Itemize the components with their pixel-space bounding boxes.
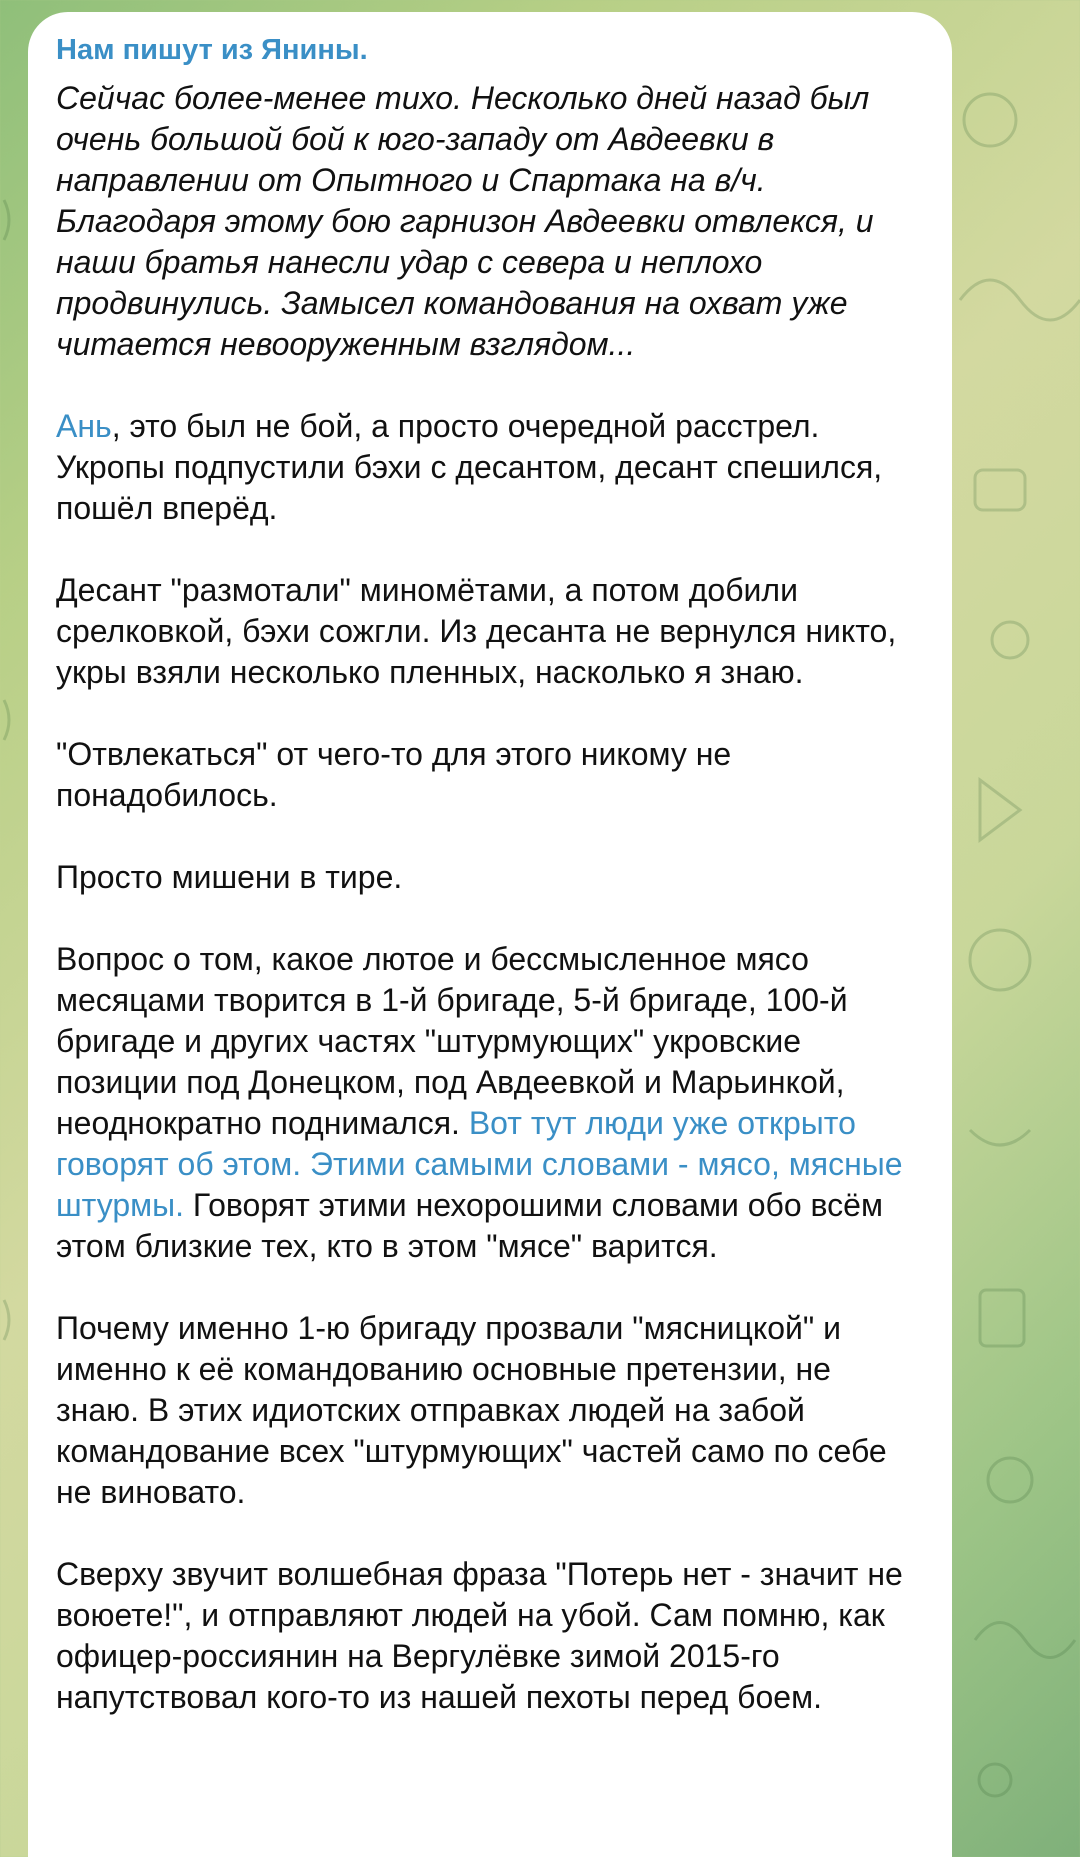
mention-link[interactable]: Ань bbox=[56, 407, 112, 444]
quoted-text: Сейчас более-менее тихо. Несколько дней назад был очень большой бой к юго-западу от Авдеевки в направлении от Опытного и Спартака на в/ч. Благодаря этому бою гарнизон Авдеевки отвлекся, и наши братья нанесли удар с севера и неплохо продвинулись. Замысел командования на охват уже читается невооруженным взглядом... bbox=[56, 79, 874, 362]
message-paragraph-7: Сверху звучит волшебная фраза "Потерь нет - значит не воюете!", и отправляют людей на убой. Сам помню, как офицер-россиянин на Вергулёвке зимой 2015-го напутствовал кого-то из нашей пехоты перед боем. bbox=[56, 1555, 903, 1715]
message-bubble bbox=[28, 12, 952, 1857]
message-paragraph-2: Десант "размотали" миномётами, а потом добили срелковкой, бэхи сожгли. Из десанта не вернулся никто, укры взяли несколько пленных, насколько я знаю. bbox=[56, 571, 897, 690]
paragraph-5-text-before: Вопрос о том, какое лютое и бессмысленное мясо месяцами творится в 1-й бригаде, 5-й бригаде, 100-й бригаде и других частях "штурмующих" укровские позиции под Донецком, под Авдеевкой и Марьинкой, неоднократно поднимался. bbox=[56, 940, 848, 1141]
message-paragraph-1 bbox=[56, 406, 912, 529]
paragraph-5-text-after: Говорят этими нехорошими словами обо всём этом близкие тех, кто в этом "мясе" варится. bbox=[56, 1186, 883, 1264]
message-paragraph-4: Просто мишени в тире. bbox=[56, 858, 403, 895]
message-paragraph-3: "Отвлекаться" от чего-то для этого никому не понадобилось. bbox=[56, 735, 732, 813]
message-paragraph-6: Почему именно 1-ю бригаду прозвали "мясницкой" и именно к её командованию основные претензии, не знаю. В этих идиотских отправках людей на забой командование всех "штурмующих" частей само по себе не виновато. bbox=[56, 1309, 887, 1510]
inline-link[interactable]: Вот тут люди уже открыто говорят об этом. Этими самыми словами - мясо, мясные штурмы. bbox=[56, 1104, 903, 1223]
paragraph-1-text: , это был не бой, а просто очередной расстрел. Укропы подпустили бэхи с десантом, десант спешился, пошёл вперёд. bbox=[56, 407, 883, 526]
sender-name[interactable]: Нам пишут из Янины. bbox=[56, 34, 368, 66]
message-paragraph-5 bbox=[56, 939, 912, 1267]
